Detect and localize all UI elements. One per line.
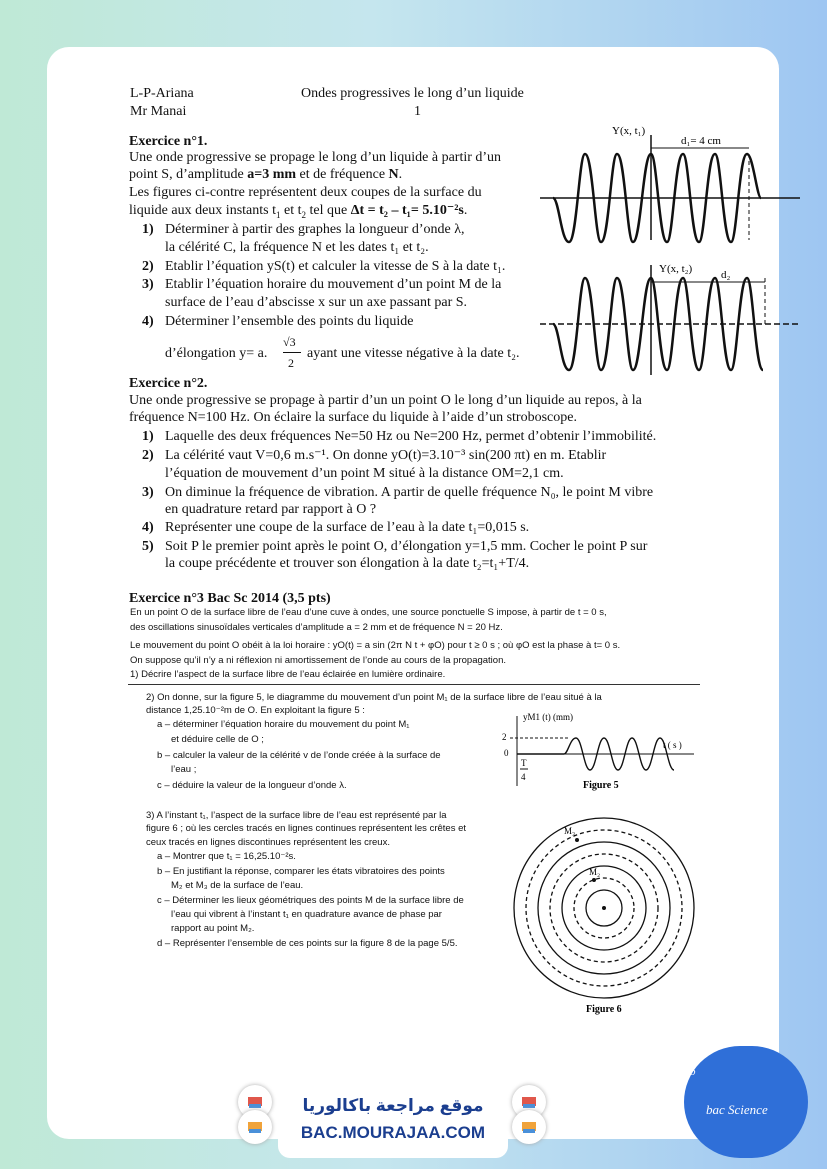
footer-banner[interactable] [278,1068,508,1158]
fig5-caption: Figure 5 [583,780,619,791]
ex2-text: Une onde progressive se propage à partir d’un un point O le long d’un liquide au repos, à la [129,393,642,408]
ex3-q2: b – calculer la valeur de la célérité v de l’onde créée à la surface de [157,750,441,761]
ex1-q3: Etablir l’équation horaire du mouvement d’un point M de la [165,277,502,292]
ex3-q3: l’eau qui vibrent à l’instant t₁ en quadrature avance de phase par [171,909,442,920]
q-number: 5) [142,539,154,554]
fig5-tlabel: t ( s ) [663,740,682,750]
ex1-q1: la célérité C, la fréquence N et les dates t₁ et t₂. [165,240,429,255]
fig5-T: T [521,758,527,768]
ex2-q5: la coupe précédente et trouver son élongation à la date t₂=t₁+T/4. [165,556,530,571]
ex3-q3: b – En justifiant la réponse, comparer les états vibratoires des points [157,866,445,877]
ex2-q3: en quadrature retard par rapport à O ? [165,502,377,517]
label-m3: M₃ [564,826,576,836]
ex3-q2: c – déduire la valeur de la longueur d’onde λ. [157,780,347,791]
ex2-q3: On diminue la fréquence de vibration. A partir de quelle fréquence N₀, le point M vibre [165,485,654,500]
figure-5 [498,708,698,818]
ex1-text: Une onde progressive se propage le long d’un liquide à partir d’un [129,150,502,165]
graph-t1 [540,125,800,242]
fraction-bar [283,352,301,353]
ex3-q2: distance 1,25.10⁻²m de O. En exploitant la figure 5 : [146,705,365,716]
logo-text: bac Science [706,1102,768,1117]
ex3-q2: et déduire celle de O ; [171,734,264,745]
ex1-q2: Etablir l’équation yS(t) et calculer la vitesse de S à la date t₁. [165,259,506,274]
point-m2 [592,878,596,882]
graph2-d: d₂ [721,269,731,281]
q-number: 1) [142,429,154,444]
ex2-q5: Soit P le premier point après le point O, d’élongation y=1,5 mm. Cocher le point P sur [165,539,648,554]
ex3-q3: 3) A l’instant t₁, l’aspect de la surface libre de l’eau est représenté par la [146,810,447,821]
figure-6 [500,814,710,1019]
logo-badge-left-2 [238,1110,272,1144]
logo-badge-right-2 [512,1110,546,1144]
teacher-name: Mr Manai [130,104,187,119]
ex3-q2: a – déterminer l’équation horaire du mouvement du point M₁ [157,719,410,730]
ex3-title: Exercice n°3 Bac Sc 2014 (3,5 pts) [129,591,331,606]
ex3-q3: ceux tracés en lignes discontinues représentent les creux. [146,837,390,848]
graph-t2 [540,263,800,375]
ex3-q3: d – Représenter l’ensemble de ces points sur la figure 8 de la page 5/5. [157,938,458,949]
book-icon [512,1110,546,1144]
q-number: 3) [142,277,154,292]
q-number: 4) [142,520,154,535]
q-number: 2) [142,259,154,274]
ex1-text: Les figures ci-contre représentent deux coupes de la surface du [129,185,482,200]
ex2-text: fréquence N=100 Hz. On éclaire la surface du liquide à l’aide d’un stroboscope. [129,410,577,425]
ex1-q4: d’élongation y= a. [165,346,268,361]
ex3-q3: a – Montrer que t₁ = 16,25.10⁻²s. [157,851,296,862]
footer-arabic: موقع مراجعة باكالوريا [302,1096,484,1115]
q-number: 1) [142,222,154,237]
ex1-q4: ayant une vitesse négative à la date t₂. [307,346,520,361]
ex1-q4: Déterminer l’ensemble des points du liquide [165,314,414,329]
ex1-q3: surface de l’eau d’abscisse x sur un axe passant par S. [165,295,468,310]
fig5-tick: 0 [504,748,509,758]
q-number: 3) [142,485,154,500]
ex3-q2: 2) On donne, sur la figure 5, le diagramme du mouvement d’un point M₁ de la surface libre de l’eau situé à la [146,692,602,703]
ex3-q3: M₂ et M₃ de la surface de l’eau. [171,880,304,891]
graph1-label: Y(x, t₁) [612,125,646,137]
ex3-line: On suppose qu’il n’y a ni réflexion ni amortissement de l’onde au cours de la propagation. [130,655,507,666]
fig6-caption: Figure 6 [586,1004,622,1015]
book-icon [238,1110,272,1144]
ex2-q2: l’équation de mouvement d’un point M situé à la distance OM=2,1 cm. [165,466,564,481]
ex1-q1: Déterminer à partir des graphes la longueur d’onde λ, [165,222,465,237]
sqrt3: √3 [283,335,296,349]
point-m3 [575,838,579,842]
ex3-q2: l’eau ; [171,764,197,775]
q-number: 2) [142,448,154,463]
graph2-label: Y(x, t₂) [659,263,693,275]
ex3-q3: rapport au point M₂. [171,923,255,934]
ex1-text: liquide aux deux instants $t_1$ et $t_2$ tel que Δt = t₂ – t₁= 5.10⁻²s. [129,203,468,220]
ex3-line: Le mouvement du point O obéit à la loi horaire : yO(t) = a sin (2π N t + φO) pour t ≥ 0 s ; où φO est la phase à t= 0 s. [130,640,621,651]
ex3-q3: c – Déterminer les lieux géométriques des points M de la surface libre de [157,895,464,906]
ex1-text: point S, d’amplitude a=3 mm et de fréquence N. [129,167,403,182]
ex2-q4: Représenter une coupe de la surface de l’eau à la date t₁=0,015 s. [165,520,530,535]
ex2-title: Exercice n°2. [129,376,208,391]
ex3-q3: figure 6 ; où les cercles tracés en lignes continues représentent les crêtes et [146,823,467,834]
ex3-line: En un point O de la surface libre de l’eau d’une cuve à ondes, une source ponctuelle S impose, à partir de t = 0 s, [130,607,607,618]
bac-science-logo[interactable] [684,1046,808,1158]
denominator: 2 [288,356,294,370]
label-m2: M₂ [589,867,601,877]
ex3-line: 1) Décrire l’aspect de la surface libre de l’eau éclairée en lumière ordinaire. [130,669,446,680]
school-name: L-P-Ariana [130,86,194,101]
document-title: Ondes progressives le long d’un liquide [301,86,524,101]
source-point [602,906,606,910]
ex2-q1: Laquelle des deux fréquences Ne=50 Hz ou Ne=200 Hz, permet d’obtenir l’immobilité. [165,429,657,444]
fig5-ylabel: yM1 (t) (mm) [523,712,573,722]
ex3-line: des oscillations sinusoïdales verticales d’amplitude a = 2 mm et de fréquence N = 20 Hz. [130,622,503,633]
logo-b: b [690,1066,696,1078]
graph1-d: d₁= 4 cm [681,135,721,147]
wave-graphs [535,120,805,380]
footer-site[interactable]: BAC.MOURAJAA.COM [300,1123,486,1142]
fig5-tick: 2 [502,732,507,742]
q-number: 4) [142,314,154,329]
ex2-q2: La célérité vaut V=0,6 m.s⁻¹. On donne yO(t)=3.10⁻³ sin(200 πt) en m. Etablir [165,448,607,463]
fig5-four: 4 [521,772,526,782]
ex1-title: Exercice n°1. [129,134,208,149]
divider [128,684,700,685]
page-number: 1 [414,104,421,119]
